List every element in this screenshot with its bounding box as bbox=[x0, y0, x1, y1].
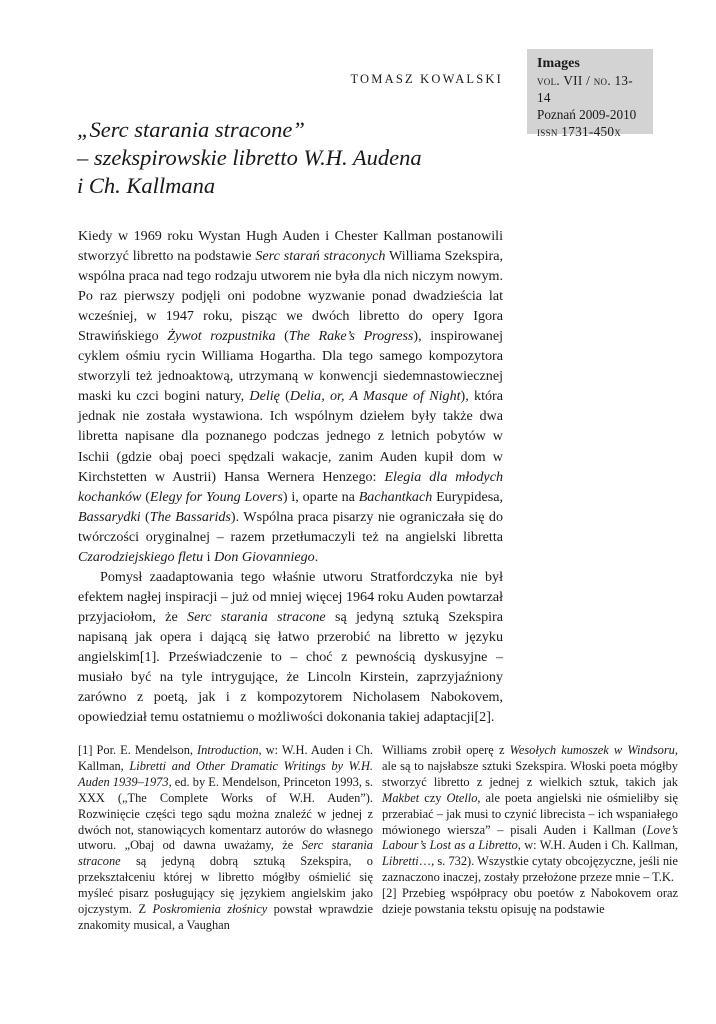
journal-place-year: Poznań 2009-2010 bbox=[537, 107, 637, 122]
title-line: – szekspirowskie libretto W.H. Audena bbox=[77, 145, 422, 170]
article-title bbox=[77, 116, 517, 200]
footnote-column-left bbox=[78, 743, 373, 934]
body-paragraph-1: Kiedy w 1969 roku Wystan Hugh Auden i Chester Kallman postanowili stworzyć libretto na podstawie Serc starań straconych Williama Szekspira, wspólna praca nad tego rodzaju utworem nie była dla nich niczym nowym. Po raz pierwszy podjęli oni podobne wyzwanie ponad dwadzieścia lat wcześniej, w 1947 roku, pisząc we dwóch libretto do opery Igora Strawińskiego Żywot rozpustnika (The Rake’s Progress), inspirowanej cyklem ośmiu rycin Williama Hogartha. Dla tego samego kompozytora stworzyli też jednoaktową, utrzymaną w konwencji siedemnastowiecznej maski ku czci bogini natury, Delię (Delia, or, A Masque of Night), która jednak nie została wystawiona. Ich wspólnym dziełem były także dwa libretta napisane dla poznanego podczas jednego z letnich pobytów w Ischii (gdzie obaj poeci spędzali wakacje, zanim Auden kupił dom w Kirchstetten w Austrii) Hansa Wernera Henzego: Elegia dla młodych kochanków (Elegy for Young Lovers) i, oparte na Bachantkach Eurypidesa, Bassarydki (The Bassarids). Wspólna praca pisarzy nie ograniczała się do twórczości oryginalnej – razem przetłumaczyli też na angielski libretta Czarodziejskiego fletu i Don Giovanniego. bbox=[78, 228, 504, 565]
title-line: „Serc starania stracone” bbox=[77, 117, 305, 142]
title-line: i Ch. Kallmana bbox=[77, 173, 216, 198]
footnote-2: [2] Przebieg współpracy obu poetów z Nabokovem oraz dzieje powstania tekstu opisuję na podstawie bbox=[382, 886, 678, 917]
footnote-column-right bbox=[382, 743, 678, 918]
journal-volume: vol. VII / no. 13-14 bbox=[537, 73, 633, 105]
footnote-1-continued: Williams zrobił operę z Wesołych kumoszek w Windsoru, ale są to najsłabsze sztuki Szekspira. Włoski poeta mógłby stworzyć libretto z jednej z wielkich sztuk, takich jak Makbet czy Otello, ale poeta angielski nie ośmieliłby się przerabiać – jak musi to czynić librecista – ich wspaniałego mówionego wiersza” – pisali Auden i Kallman (Love’s Labour’s Lost as a Libretto, w: W.H. Auden i Ch. Kallman, Libretti…, s. 732). Wszystkie cytaty obcojęzyczne, jeśli nie zaznaczono inaczej, zostały przełożone przeze mnie – T.K. bbox=[382, 743, 679, 885]
body-paragraph-2: Pomysł zaadaptowania tego właśnie utworu Stratfordczyka nie był efektem nagłej inspiracji – już od mniej więcej 1964 roku Auden powtarzał przyjaciołom, że Serc starania stracone są jedyną sztuką Szekspira napisaną jak opera i dającą się łatwo przerobić na libretto w języku angielskim[1]. Przeświadczenie to – choć z pewnością dyskusyjne – musiało być na tyle intrygujące, że Lincoln Kirstein, zaprzyjaźniony zarówno z poetą, jak i z kompozytorem Nicholasem Nabokovem, opowiedział temu ostatniemu o możliwości dokonania takiej adaptacji[2]. bbox=[78, 568, 503, 726]
article-body bbox=[78, 226, 503, 727]
journal-issn: issn 1731-450x bbox=[537, 124, 622, 139]
journal-info-box bbox=[527, 49, 653, 139]
article-author: TOMASZ KOWALSKI bbox=[350, 72, 503, 86]
footnote-1: [1] Por. E. Mendelson, Introduction, w: W.H. Auden i Ch. Kallman, Libretti and Other Dramatic Writings by W.H. Auden 1939–1973, ed. by E. Mendelson, Princeton 1993, s. XXX („The Complete Works of W.H. Auden”). Rozwinięcie części tego sądu można znaleźć w jednej z dwóch not, stanowiących komentarz autorów do własnego utworu. „Obaj od dawna uważamy, że Serc starania stracone są jedyną dobrą sztuką Szekspira, o przekształceniu której w libretto mógłby ośmielić się myśleć pisarz posługujący się językiem angielskim jako ojczystym. Z Poskromienia złośnicy powstał wprawdzie znakomity musical, a Vaughan bbox=[78, 743, 373, 932]
journal-name: Images bbox=[537, 56, 580, 71]
